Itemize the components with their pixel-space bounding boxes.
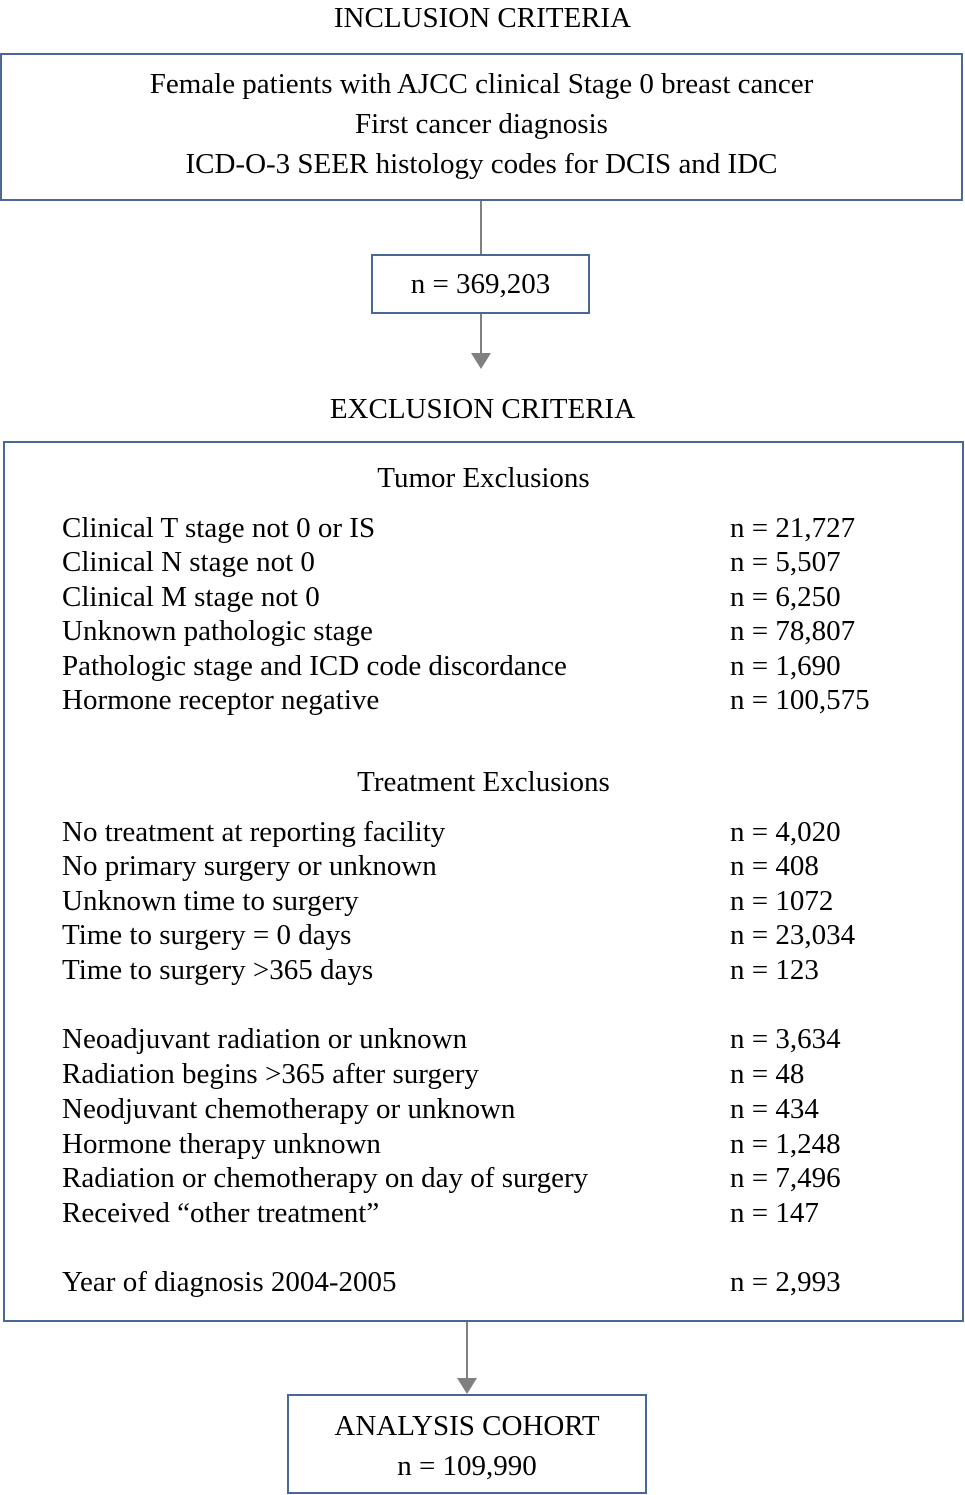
exclusion-label: Pathologic stage and ICD code discordance	[62, 650, 567, 682]
exclusion-label: Hormone receptor negative	[62, 684, 380, 716]
exclusion-count: n = 123	[730, 954, 819, 986]
exclusion-row	[5, 1196, 962, 1230]
exclusion-row	[5, 511, 962, 545]
exclusion-row	[5, 1022, 962, 1056]
exclusion-label: Received “other treatment”	[62, 1197, 380, 1229]
connector-line	[466, 1322, 468, 1379]
initial-count: n = 369,203	[410, 268, 551, 300]
exclusion-count: n = 48	[730, 1058, 805, 1090]
exclusion-row	[5, 1265, 962, 1299]
inclusion-criterion: ICD-O-3 SEER histology codes for DCIS and IDC	[185, 148, 778, 180]
exclusion-count: n = 100,575	[730, 684, 870, 716]
exclusion-label: No primary surgery or unknown	[62, 850, 437, 882]
exclusion-count: n = 5,507	[730, 546, 841, 578]
exclusion-row	[5, 815, 962, 849]
analysis-cohort-count: n = 109,990	[397, 1450, 537, 1482]
exclusion-row	[5, 614, 962, 648]
exclusion-count: n = 147	[730, 1197, 819, 1229]
exclusion-row	[5, 1161, 962, 1195]
exclusion-label: Unknown time to surgery	[62, 885, 359, 917]
exclusion-row	[5, 1092, 962, 1126]
arrowhead-icon	[471, 353, 491, 369]
exclusion-count: n = 23,034	[730, 919, 856, 951]
exclusion-row	[5, 953, 962, 987]
exclusion-row	[5, 545, 962, 579]
exclusion-count: n = 6,250	[730, 581, 841, 613]
exclusion-count: n = 1,248	[730, 1128, 841, 1160]
exclusion-label: Hormone therapy unknown	[62, 1128, 381, 1160]
connector-line	[480, 314, 482, 354]
exclusion-label: Time to surgery >365 days	[62, 954, 374, 986]
exclusion-criteria-box	[3, 441, 964, 1322]
exclusion-count: n = 78,807	[730, 615, 856, 647]
exclusion-label: Year of diagnosis 2004-2005	[62, 1266, 397, 1298]
initial-count-box	[371, 254, 590, 314]
exclusion-label: Neodjuvant chemotherapy or unknown	[62, 1093, 516, 1125]
inclusion-criteria-box	[0, 53, 963, 201]
treatment-exclusions-title: Treatment Exclusions	[357, 766, 610, 798]
exclusion-row	[5, 683, 962, 717]
exclusion-criteria-heading: EXCLUSION CRITERIA	[329, 393, 636, 425]
exclusion-count: n = 4,020	[730, 816, 841, 848]
exclusion-label: Time to surgery = 0 days	[62, 919, 352, 951]
arrowhead-icon	[457, 1378, 477, 1394]
exclusion-label: No treatment at reporting facility	[62, 816, 446, 848]
exclusion-label: Neoadjuvant radiation or unknown	[62, 1023, 468, 1055]
exclusion-count: n = 7,496	[730, 1162, 841, 1194]
exclusion-row	[5, 580, 962, 614]
exclusion-label: Radiation begins >365 after surgery	[62, 1058, 479, 1090]
exclusion-row	[5, 1127, 962, 1161]
exclusion-row	[5, 884, 962, 918]
exclusion-row	[5, 849, 962, 883]
exclusion-count: n = 1,690	[730, 650, 841, 682]
exclusion-count: n = 21,727	[730, 512, 856, 544]
exclusion-label: Radiation or chemotherapy on day of surgery	[62, 1162, 589, 1194]
tumor-exclusions-title: Tumor Exclusions	[377, 462, 590, 494]
exclusion-label: Unknown pathologic stage	[62, 615, 373, 647]
exclusion-row	[5, 1057, 962, 1091]
exclusion-count: n = 2,993	[730, 1266, 841, 1298]
inclusion-criterion: First cancer diagnosis	[355, 108, 608, 140]
analysis-cohort-box	[287, 1394, 647, 1494]
exclusion-label: Clinical M stage not 0	[62, 581, 320, 613]
analysis-cohort-title: ANALYSIS COHORT	[334, 1410, 600, 1442]
exclusion-count: n = 434	[730, 1093, 819, 1125]
exclusion-count: n = 408	[730, 850, 819, 882]
exclusion-count: n = 3,634	[730, 1023, 841, 1055]
exclusion-label: Clinical T stage not 0 or IS	[62, 512, 376, 544]
inclusion-criteria-heading: INCLUSION CRITERIA	[333, 2, 632, 34]
exclusion-count: n = 1072	[730, 885, 834, 917]
exclusion-label: Clinical N stage not 0	[62, 546, 315, 578]
exclusion-row	[5, 918, 962, 952]
exclusion-row	[5, 649, 962, 683]
inclusion-criterion: Female patients with AJCC clinical Stage 0 breast cancer	[149, 68, 814, 100]
connector-line	[480, 201, 482, 255]
